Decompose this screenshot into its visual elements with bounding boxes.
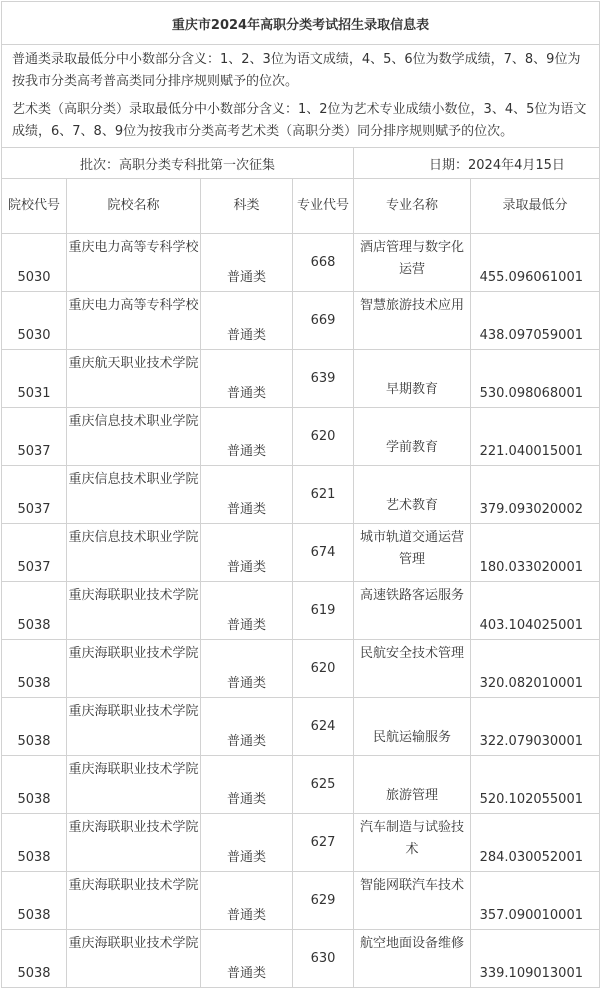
major-code-cell: 619: [293, 582, 354, 640]
min-score-cell: 403.104025001: [471, 582, 600, 640]
header-category: 科类: [201, 179, 293, 234]
major-name-cell: 城市轨道交通运营管理: [354, 524, 471, 582]
major-code-cell: 629: [293, 872, 354, 930]
major-code-cell: 668: [293, 234, 354, 292]
school-name-cell: 重庆电力高等专科学校: [67, 292, 201, 350]
table-row: [2, 466, 600, 524]
table-title: 重庆市2024年高职分类考试招生录取信息表: [2, 2, 600, 45]
school-name-cell: 重庆海联职业技术学院: [67, 930, 201, 988]
header-row: [2, 179, 600, 234]
major-code-cell: 639: [293, 350, 354, 408]
category-cell: 普通类: [201, 872, 293, 930]
school-name-cell: 重庆航天职业技术学院: [67, 350, 201, 408]
table-row: [2, 524, 600, 582]
major-name-cell: 学前教育: [354, 408, 471, 466]
table-row: [2, 930, 600, 988]
category-cell: 普通类: [201, 466, 293, 524]
category-cell: 普通类: [201, 582, 293, 640]
category-cell: 普通类: [201, 756, 293, 814]
header-school-name: 院校名称: [67, 179, 201, 234]
category-cell: 普通类: [201, 698, 293, 756]
school-code-cell: 5038: [2, 756, 67, 814]
category-cell: 普通类: [201, 814, 293, 872]
school-name-cell: 重庆海联职业技术学院: [67, 872, 201, 930]
table-row: [2, 756, 600, 814]
category-cell: 普通类: [201, 930, 293, 988]
table-row: [2, 814, 600, 872]
table-row: [2, 640, 600, 698]
school-name-cell: 重庆海联职业技术学院: [67, 640, 201, 698]
table-row: [2, 292, 600, 350]
major-name-cell: 旅游管理: [354, 756, 471, 814]
category-cell: 普通类: [201, 292, 293, 350]
min-score-cell: 520.102055001: [471, 756, 600, 814]
major-name-cell: 艺术教育: [354, 466, 471, 524]
school-code-cell: 5038: [2, 582, 67, 640]
school-code-cell: 5030: [2, 292, 67, 350]
min-score-cell: 284.030052001: [471, 814, 600, 872]
school-code-cell: 5037: [2, 524, 67, 582]
table-row: [2, 350, 600, 408]
major-code-cell: 620: [293, 640, 354, 698]
major-code-cell: 624: [293, 698, 354, 756]
major-name-cell: 早期教育: [354, 350, 471, 408]
header-min-score: 录取最低分: [471, 179, 600, 234]
table-row: [2, 234, 600, 292]
min-score-cell: 438.097059001: [471, 292, 600, 350]
school-name-cell: 重庆信息技术职业学院: [67, 466, 201, 524]
notes-cell: [2, 45, 600, 148]
min-score-cell: 530.098068001: [471, 350, 600, 408]
min-score-cell: 455.096061001: [471, 234, 600, 292]
school-name-cell: 重庆海联职业技术学院: [67, 582, 201, 640]
category-cell: 普通类: [201, 524, 293, 582]
category-cell: 普通类: [201, 640, 293, 698]
school-code-cell: 5038: [2, 814, 67, 872]
school-code-cell: 5038: [2, 872, 67, 930]
date-label: 日期：2024年4月15日: [354, 148, 600, 179]
major-code-cell: 627: [293, 814, 354, 872]
note-general: 普通类录取最低分中小数部分含义：1、2、3位为语文成绩，4、5、6位为数学成绩，7、8、9位为按我市分类高考普高类同分排序规则赋予的位次。: [12, 52, 581, 89]
min-score-cell: 357.090010001: [471, 872, 600, 930]
category-cell: 普通类: [201, 234, 293, 292]
table-row: [2, 408, 600, 466]
major-code-cell: 621: [293, 466, 354, 524]
school-code-cell: 5037: [2, 408, 67, 466]
major-code-cell: 630: [293, 930, 354, 988]
major-name-cell: 高速铁路客运服务: [354, 582, 471, 640]
header-school-code: 院校代号: [2, 179, 67, 234]
major-name-cell: 民航运输服务: [354, 698, 471, 756]
min-score-cell: 322.079030001: [471, 698, 600, 756]
school-name-cell: 重庆信息技术职业学院: [67, 408, 201, 466]
school-code-cell: 5038: [2, 930, 67, 988]
school-code-cell: 5038: [2, 640, 67, 698]
table-row: [2, 872, 600, 930]
category-cell: 普通类: [201, 350, 293, 408]
school-code-cell: 5031: [2, 350, 67, 408]
major-code-cell: 620: [293, 408, 354, 466]
school-name-cell: 重庆海联职业技术学院: [67, 756, 201, 814]
school-name-cell: 重庆信息技术职业学院: [67, 524, 201, 582]
major-name-cell: 航空地面设备维修: [354, 930, 471, 988]
min-score-cell: 221.040015001: [471, 408, 600, 466]
min-score-cell: 180.033020001: [471, 524, 600, 582]
major-name-cell: 民航安全技术管理: [354, 640, 471, 698]
min-score-cell: 339.109013001: [471, 930, 600, 988]
header-major-name: 专业名称: [354, 179, 471, 234]
major-name-cell: 汽车制造与试验技术: [354, 814, 471, 872]
batch-label: 批次：高职分类专科批第一次征集: [2, 148, 354, 179]
school-code-cell: 5030: [2, 234, 67, 292]
min-score-cell: 379.093020002: [471, 466, 600, 524]
school-name-cell: 重庆电力高等专科学校: [67, 234, 201, 292]
min-score-cell: 320.082010001: [471, 640, 600, 698]
major-name-cell: 酒店管理与数字化运营: [354, 234, 471, 292]
school-code-cell: 5038: [2, 698, 67, 756]
school-name-cell: 重庆海联职业技术学院: [67, 698, 201, 756]
major-name-cell: 智慧旅游技术应用: [354, 292, 471, 350]
table-row: [2, 698, 600, 756]
note-art: 艺术类（高职分类）录取最低分中小数部分含义：1、2位为艺术专业成绩小数位，3、4、5位为语文成绩，6、7、8、9位为按我市分类高考艺术类（高职分类）同分排序规则赋予的位次。: [12, 102, 587, 139]
admission-table: [1, 1, 600, 988]
major-code-cell: 674: [293, 524, 354, 582]
category-cell: 普通类: [201, 408, 293, 466]
school-name-cell: 重庆海联职业技术学院: [67, 814, 201, 872]
major-code-cell: 669: [293, 292, 354, 350]
header-major-code: 专业代号: [293, 179, 354, 234]
table-row: [2, 582, 600, 640]
school-code-cell: 5037: [2, 466, 67, 524]
major-code-cell: 625: [293, 756, 354, 814]
major-name-cell: 智能网联汽车技术: [354, 872, 471, 930]
